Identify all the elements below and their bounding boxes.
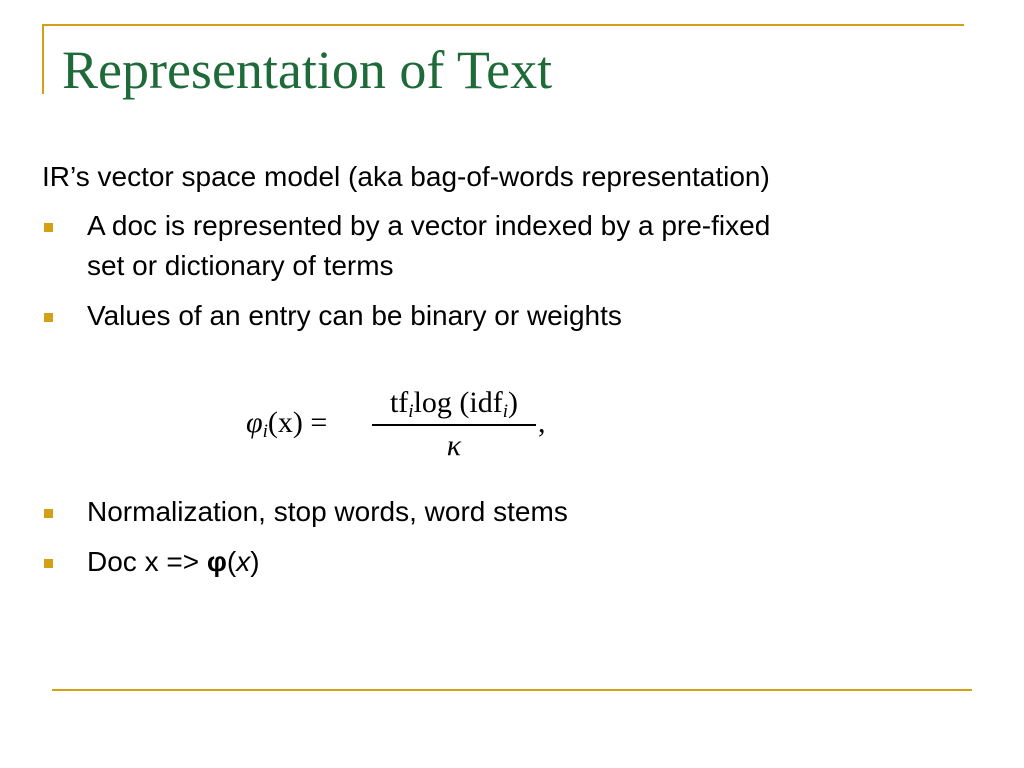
- intro-text: IR’s vector space model (aka bag-of-words representation): [42, 161, 770, 192]
- formula-denominator: κ: [446, 429, 462, 462]
- slide-title: Representation of Text: [62, 40, 553, 100]
- top-rule: [42, 24, 964, 26]
- bullet-3: Normalization, stop words, word stems: [87, 496, 568, 527]
- formula-comma: ,: [538, 406, 546, 439]
- formula-fraction: [372, 384, 536, 464]
- bullet-marker: [44, 313, 53, 322]
- bullet-marker: [44, 509, 53, 518]
- bullet-1-line-2: set or dictionary of terms: [87, 250, 394, 281]
- bottom-rule: [52, 689, 972, 691]
- fraction-bar: [372, 424, 536, 426]
- side-rule: [42, 24, 44, 94]
- formula-lhs: $\varphi_i(x)$ =: [246, 406, 328, 442]
- formula-numerator: $tf_i\log$ (idf$_i$): [389, 386, 519, 422]
- bullet-marker: [44, 559, 53, 568]
- bullet-4: Doc x => φ(x): [87, 546, 260, 577]
- bullet-2: Values of an entry can be binary or weights: [87, 300, 622, 331]
- bullet-1-line-1: A doc is represented by a vector indexed by a pre-fixed: [87, 210, 771, 241]
- bullet-marker: [44, 223, 53, 232]
